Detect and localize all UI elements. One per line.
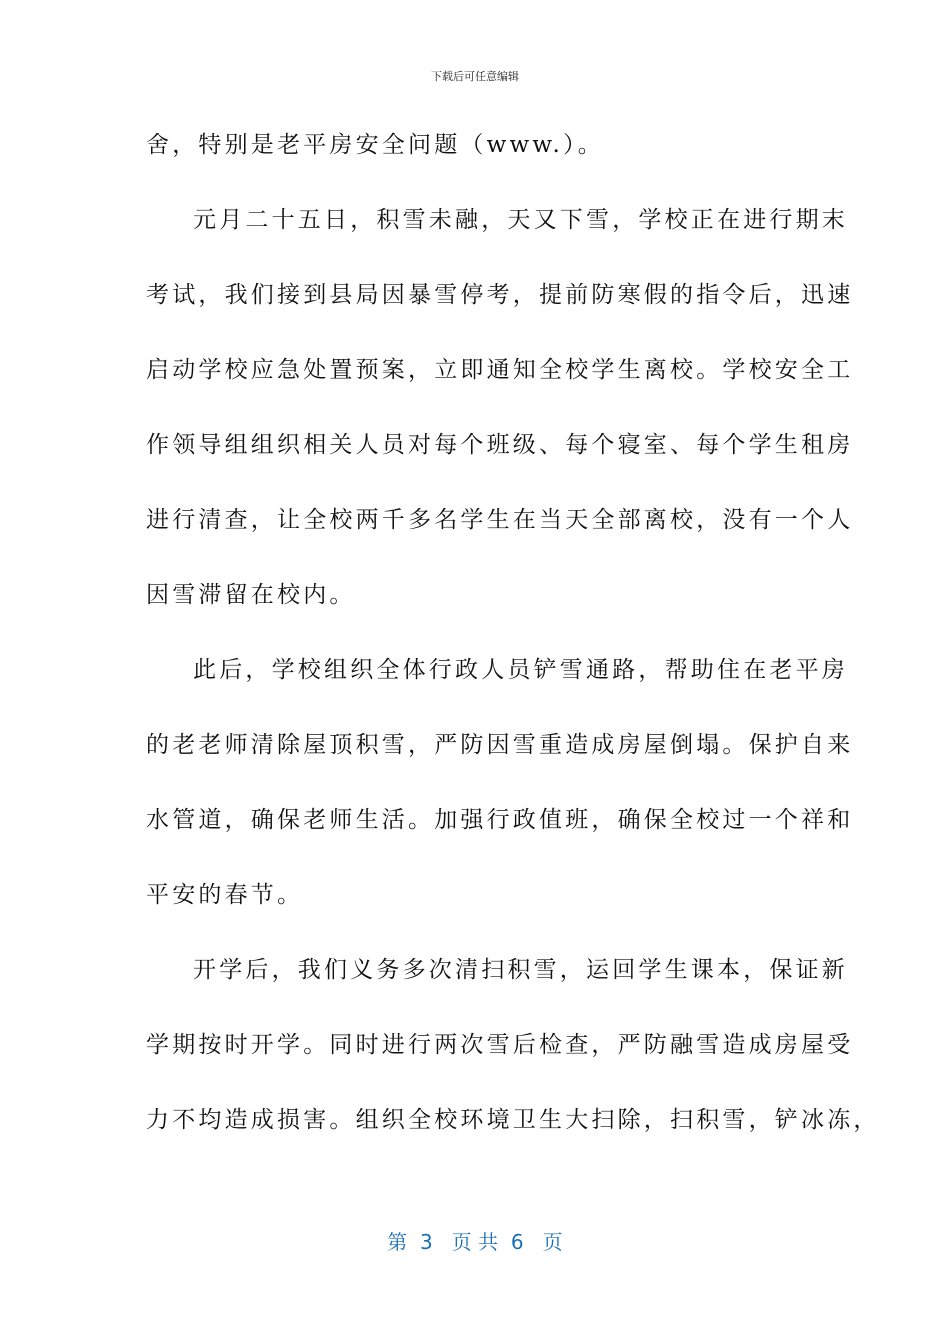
document-body: [146, 120, 880, 1170]
text-line: 水管道，确保老师生活。加强行政值班，确保全校过一个祥和: [146, 807, 854, 833]
text-line: 因雪滞留在校内。: [146, 582, 356, 608]
paragraph-start-line: 此后，学校组织全体行政人员铲雪通路，帮助住在老平房: [193, 657, 848, 683]
text-line: 舍，特别是老平房安全问题（www.）。: [146, 132, 604, 158]
text-line: 考试，我们接到县局因暴雪停考，提前防寒假的指令后，迅速: [146, 282, 854, 308]
text-line: 力不均造成损害。组织全校环境卫生大扫除，扫积雪，铲冰冻，: [146, 1107, 880, 1133]
text-line: 作领导组组织相关人员对每个班级、每个寝室、每个学生租房: [146, 432, 854, 458]
text-line: 学期按时开学。同时进行两次雪后检查，严防融雪造成房屋受: [146, 1032, 854, 1058]
text-line: 启动学校应急处置预案，立即通知全校学生离校。学校安全工: [146, 357, 854, 383]
paragraph-start-line: 开学后，我们义务多次清扫积雪，运回学生课本，保证新: [193, 957, 848, 983]
text-line: 的老老师清除屋顶积雪，严防因雪重造成房屋倒塌。保护自来: [146, 732, 854, 758]
header-note: 下载后可任意编辑: [431, 70, 519, 83]
text-line: 平安的春节。: [146, 882, 304, 908]
page-number-footer: 第 3 页 共 6 页: [387, 1230, 563, 1254]
text-line: 进行清查，让全校两千多名学生在当天全部离校，没有一个人: [146, 507, 854, 533]
paragraph-start-line: 元月二十五日，积雪未融，天又下雪，学校正在进行期末: [193, 207, 848, 233]
